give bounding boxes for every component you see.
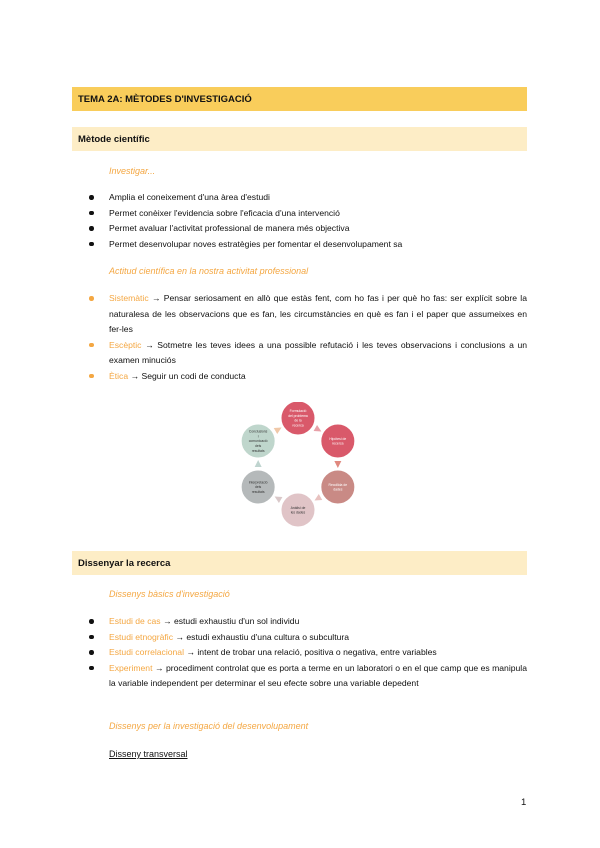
list-item — [88, 630, 527, 646]
bullet-icon — [89, 619, 94, 624]
cycle-node-label: Conclusions i comunicació dels resultats — [248, 429, 268, 453]
list-item — [88, 369, 527, 385]
cycle-node-label: Anàlisi de les dades — [290, 505, 306, 515]
cycle-node — [321, 470, 355, 504]
term-label: Ètica — [109, 370, 129, 381]
bullet-icon — [89, 242, 94, 247]
cycle-node — [321, 424, 355, 458]
term-label: Sistemàtic — [109, 293, 149, 303]
arrow-icon: → — [186, 647, 195, 658]
bullet-icon — [89, 343, 94, 348]
bullet-icon — [89, 374, 94, 379]
arrow-icon: → — [151, 293, 161, 303]
bullet-icon — [89, 211, 94, 216]
cycle-node-label: Recollida de dades — [328, 482, 348, 492]
term-definition: intent de trobar una relació, positiva o negativa, entre variables — [197, 647, 437, 658]
list-item — [88, 645, 527, 661]
term-definition: Sotmetre les teves idees a una possible refutació i les teves observacions i conclusions a un examen minuciós — [109, 339, 528, 366]
cycle-node — [281, 402, 315, 435]
heading-cross-sectional-design: Disseny transversal — [109, 749, 188, 759]
subtitle-investigate: Investigar... — [109, 166, 156, 176]
arrow-icon: → — [175, 631, 184, 642]
arrow-icon: → — [162, 616, 172, 626]
subtitle-basic-designs: Dissenys bàsics d'investigació — [109, 589, 230, 599]
arrow-icon: → — [154, 662, 164, 673]
term-definition: Seguir un codi de conducta — [141, 370, 246, 381]
research-cycle-diagram — [228, 402, 368, 532]
term-label: Estudi de cas — [109, 616, 161, 626]
bullet-icon — [89, 226, 94, 231]
term-label: Experiment — [109, 662, 153, 673]
list-item — [88, 614, 527, 630]
cycle-arrow-icon — [274, 424, 284, 434]
bullet-icon — [89, 296, 94, 301]
section-heading-scientific-method: Mètode científic — [72, 127, 527, 151]
cycle-node — [241, 424, 275, 458]
cycle-node-label: Formulació del problema de la recerca — [288, 409, 308, 428]
term-definition: procediment controlat que es porta a terme en un laboratori o en el que camp que es manipula la variable independent per determinar el seu efecte sobre una variable depedent — [109, 662, 527, 689]
list-item: Permet conèixer l'evidencia sobre l'eficacia d'una intervenció — [88, 206, 527, 222]
term-definition: estudi exhaustiu d'un sol individu — [173, 616, 300, 626]
cycle-arrow-icon — [273, 493, 283, 503]
bullet-icon — [89, 650, 94, 655]
section-heading-design-research: Dissenyar la recerca — [72, 551, 527, 575]
cycle-node — [281, 493, 315, 527]
list-item — [88, 661, 527, 692]
cycle-node-label: Hipòtesi de recerca — [329, 436, 347, 446]
bullet-list-attitude — [88, 291, 527, 385]
term-definition: estudi exhaustiu d'una cultura o subcultura — [186, 631, 350, 642]
page-number: 1 — [521, 797, 527, 808]
cycle-arrow-icon — [313, 494, 323, 504]
list-item — [88, 291, 527, 338]
arrow-icon: → — [130, 370, 140, 381]
subtitle-scientific-attitude: Actitud científica en la nostra activitat professional — [109, 266, 309, 276]
subtitle-development-designs: Dissenys per la investigació del desenvolupament — [109, 721, 309, 731]
bullet-list-investigate — [88, 190, 527, 252]
cycle-arrow-icon — [314, 425, 324, 435]
list-item: Amplia el coneixement d'una àrea d'estudi — [88, 190, 527, 206]
bullet-list-designs — [88, 614, 527, 692]
bullet-icon — [89, 195, 94, 200]
list-item — [88, 338, 527, 369]
page-title: TEMA 2A: MÈTODES D'INVESTIGACIÓ — [72, 87, 527, 111]
cycle-arrow-icon — [255, 460, 262, 467]
bullet-icon — [89, 666, 94, 671]
term-label: Estudi etnogràfic — [109, 631, 174, 642]
cycle-node — [241, 470, 275, 504]
term-label: Escèptic — [109, 339, 142, 350]
term-definition: Pensar seriosament en allò que estàs fent, com ho fas i per què ho fas: ser explícit sobre la naturalesa de les observacions que es fan, les circumstàncies en què es fan i el paper que assumeixes en fer-les — [109, 293, 527, 335]
list-item: Permet avaluar l'activitat professional de manera més objectiva — [88, 221, 527, 237]
arrow-icon: → — [145, 339, 154, 350]
bullet-icon — [89, 635, 94, 640]
list-item: Permet desenvolupar noves estratègies per fomentar el desenvolupament sa — [88, 237, 527, 253]
term-label: Estudi correlacional — [109, 647, 184, 658]
cycle-node-label: Interpretació dels resultats — [248, 480, 268, 494]
cycle-arrow-icon — [334, 461, 341, 468]
